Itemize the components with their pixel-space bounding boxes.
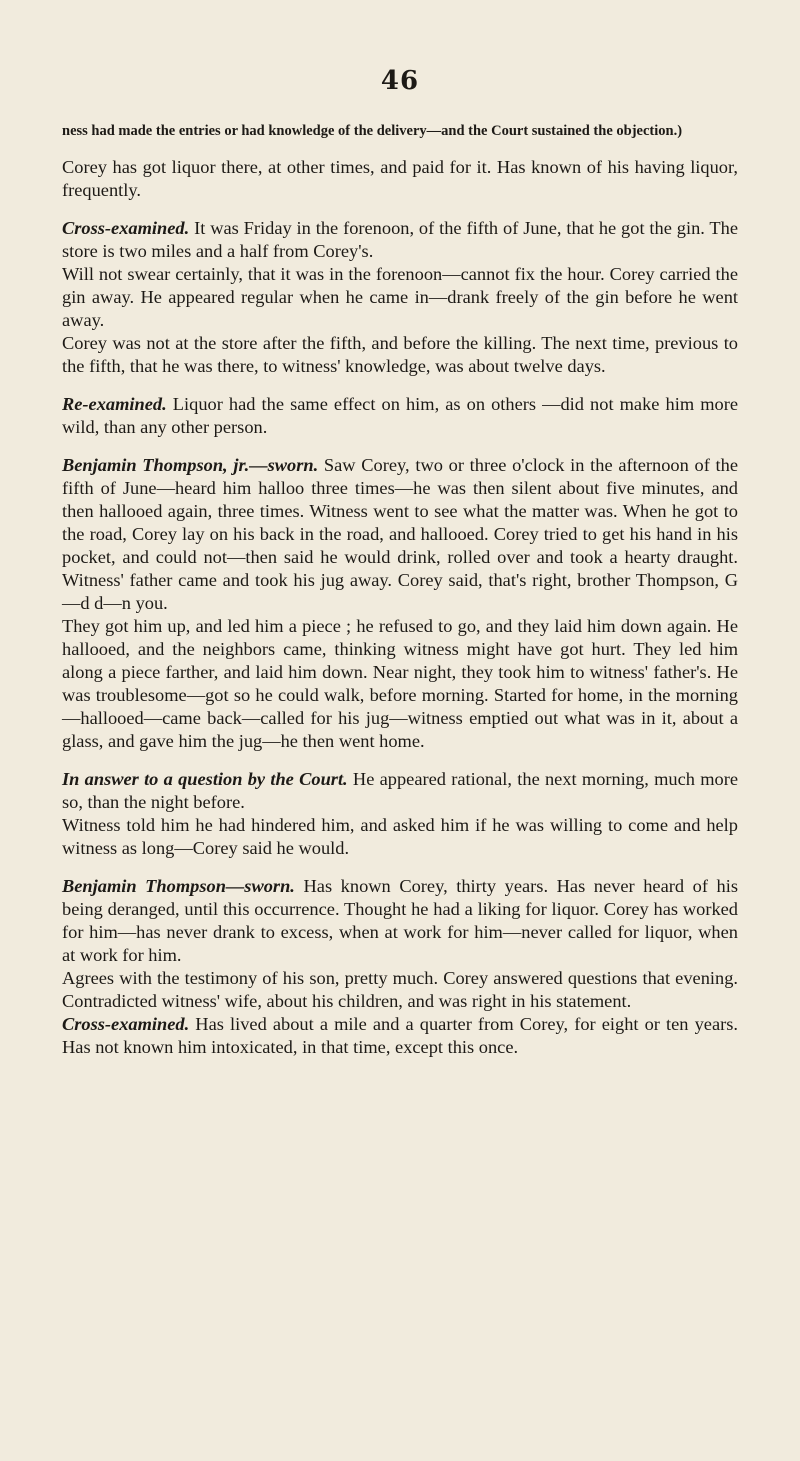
page-number: 46 xyxy=(380,66,420,96)
paragraph xyxy=(62,263,738,332)
paragraph xyxy=(62,814,738,860)
paragraph xyxy=(62,454,738,615)
paragraph-body: Has lived about a mile and a quarter from Corey, for eight or ten years. Has not known him intoxicated, in that time, except this once. xyxy=(62,1014,738,1057)
paragraph xyxy=(62,156,738,202)
paragraph-body: Corey has got liquor there, at other times, and paid for it. Has known of his having liquor, frequently. xyxy=(62,157,738,200)
paragraph-body: ness had made the entries or had knowledge of the delivery—and the Court sustained the objection.) xyxy=(62,123,683,139)
paragraph-body: Corey was not at the store after the fifth, and before the killing. The next time, previous to the fifth, that he was there, to witness' knowledge, was about twelve days. xyxy=(62,333,738,376)
paragraph xyxy=(62,217,738,263)
paragraph xyxy=(62,768,738,814)
paragraph-lead: In answer to a question by the Court. xyxy=(62,769,348,789)
paragraph-body: Saw Corey, two or three o'clock in the afternoon of the fifth of June—heard him halloo three times—he was then silent about five minutes, and then hallooed again, three times. Witness went to see what the matter was. When he got to the road, Corey lay on his back in the road, and hallooed. Corey tried to get his hand in his pocket, and could not—then said he would drink, rolled over and took a hearty draught. Witness' father came and took his jug away. Corey said, that's right, brother Thompson, G—d d—n you. xyxy=(62,455,738,613)
paragraph xyxy=(62,615,738,753)
paragraph-body: He appeared rational, the next morning, much more so, than the night before. xyxy=(62,769,738,812)
paragraph xyxy=(62,122,738,141)
paragraph xyxy=(62,332,738,378)
paragraph xyxy=(62,875,738,967)
paragraph-lead: Cross-examined. xyxy=(62,1014,190,1034)
paragraph-body: Has known Corey, thirty years. Has never heard of his being deranged, until this occurrence. Thought he had a liking for liquor. Corey has worked for him—has never drank to excess, when at work for him—never called for liquor, when at work for him. xyxy=(62,876,739,965)
paragraph-body: Liquor had the same effect on him, as on others —did not make him more wild, than any other person. xyxy=(62,394,738,437)
paragraph-body: It was Friday in the forenoon, of the fifth of June, that he got the gin. The store is two miles and a half from Corey's. xyxy=(62,218,738,261)
paragraph xyxy=(62,1013,738,1059)
paragraph-body: Witness told him he had hindered him, and asked him if he was willing to come and help witness as long—Corey said he would. xyxy=(62,815,738,858)
paragraph-lead: Cross-examined. xyxy=(62,218,190,238)
paragraph xyxy=(62,967,738,1013)
paragraph-lead: Benjamin Thompson, jr.—sworn. xyxy=(62,455,319,475)
paragraph-lead: Re-examined. xyxy=(62,394,167,414)
body-text xyxy=(62,122,738,1059)
paragraph xyxy=(62,393,738,439)
paragraph-lead: Benjamin Thompson—sworn. xyxy=(62,876,295,896)
paragraph-body: They got him up, and led him a piece ; he refused to go, and they laid him down again. He hallooed, and the neighbors came, thinking witness might have got hurt. They led him along a piece farther, and laid him down. Near night, they took him to witness' father's. He was troublesome—got so he could walk, before morning. Started for home, in the morning—hallooed—came back—called for his jug—witness emptied out what was in it, about a glass, and gave him the jug—he then went home. xyxy=(62,616,738,751)
paragraph-body: Agrees with the testimony of his son, pretty much. Corey answered questions that evening. Contradicted witness' wife, about his children, and was right in his statement. xyxy=(62,968,738,1011)
paragraph-body: Will not swear certainly, that it was in the forenoon—cannot fix the hour. Corey carried the gin away. He appeared regular when he came in—drank freely of the gin before he went away. xyxy=(62,264,738,330)
